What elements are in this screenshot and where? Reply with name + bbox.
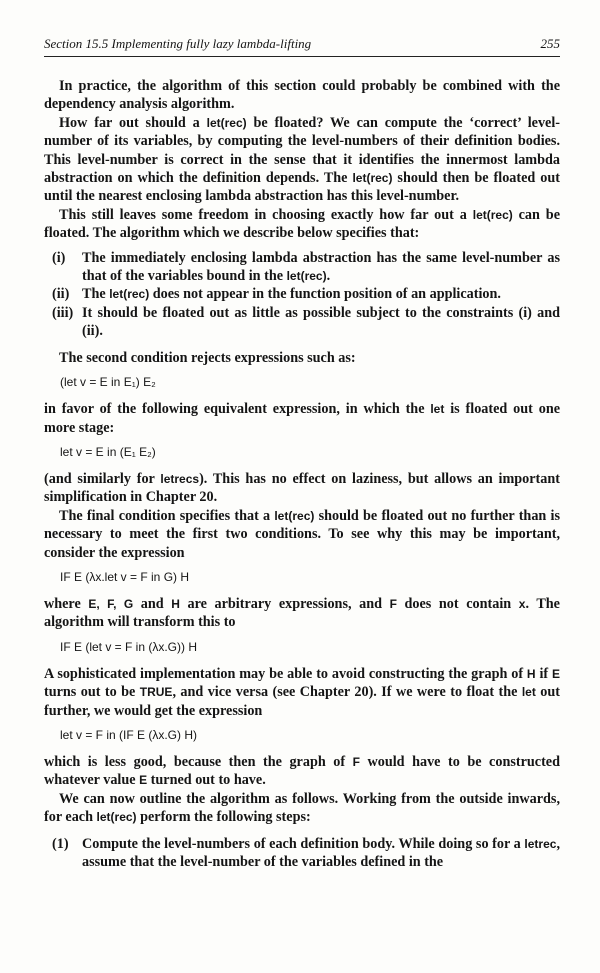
code-letrec: let(rec): [472, 207, 513, 222]
paragraph-9: A sophisticated implementation may be able to avoid constructing the graph of H if E turns out to be TRUE, and vice versa (see Chapter 20). If we were to float the let out further, we would get the expression: [44, 665, 560, 719]
code-example-1: (let v = E in E₁) E₂: [60, 375, 156, 390]
paragraph-2: How far out should a let(rec) be floated? We can compute the ‘correct’ level-number of its variables, by computing the level-numbers of their definition bodies. This level-number is correct in the sense that it identifies the innermost lambda abstraction on which the definition depends. The let(rec) should then be floated out until the nearest enclosing lambda abstraction has this level-number.: [44, 114, 560, 205]
code-example-5: let v = F in (IF E (λx.G) H): [60, 727, 198, 742]
paragraph-1: In practice, the algorithm of this section could probably be combined with the dependency analysis algorithm.: [44, 78, 560, 113]
condition-ii: (ii) The let(rec) does not appear in the function position of an application.: [52, 286, 501, 303]
paragraph-7: The final condition specifies that a let(rec) should be floated out no further than is necessary to meet the first two conditions. To see why this may be important, consider the expression: [44, 507, 560, 561]
code-example-4: IF E (let v = F in (λx.G)) H: [60, 639, 198, 654]
paragraph-4: The second condition rejects expressions such as:: [59, 349, 356, 366]
code-example-3: IF E (λx.let v = F in G) H: [60, 569, 190, 584]
code-example-2: let v = E in (E₁ E₂): [60, 444, 156, 459]
running-header: [44, 36, 560, 57]
condition-i: (i) The immediately enclosing lambda abstraction has the same level-number as that of the variables bound in the let(rec).: [52, 249, 560, 285]
conditions-list: [52, 249, 560, 341]
code-letrec: let(rec): [352, 171, 393, 186]
code-letrec: let(rec): [206, 115, 247, 130]
paragraph-11: We can now outline the algorithm as follows. Working from the outside inwards, for each let(rec) perform the following steps:: [44, 790, 560, 826]
paragraph-10: which is less good, because then the graph of F would have to be constructed whatever value E turned out to have.: [44, 753, 560, 789]
step-1: (1) Compute the level-numbers of each definition body. While doing so for a letrec, assume that the level-number of the variables defined in the: [52, 835, 560, 870]
book-page: [44, 36, 560, 961]
paragraph-3: This still leaves some freedom in choosing exactly how far out a let(rec) can be floated. The algorithm which we describe below specifies that:: [44, 206, 560, 242]
section-title: Section 15.5 Implementing fully lazy lambda-lifting: [44, 36, 312, 51]
condition-iii: (iii) It should be floated out as little as possible subject to the constraints (i) and (ii).: [52, 304, 560, 340]
paragraph-5: in favor of the following equivalent expression, in which the let is floated out one more stage:: [44, 401, 560, 436]
page-number: 255: [540, 36, 560, 51]
paragraph-8: where E, F, G and H are arbitrary expressions, and F does not contain x. The algorithm will transform this to: [44, 595, 560, 631]
steps-list: [52, 835, 560, 872]
paragraph-6: (and similarly for letrecs). This has no effect on laziness, but allows an important simplification in Chapter 20.: [44, 470, 560, 506]
